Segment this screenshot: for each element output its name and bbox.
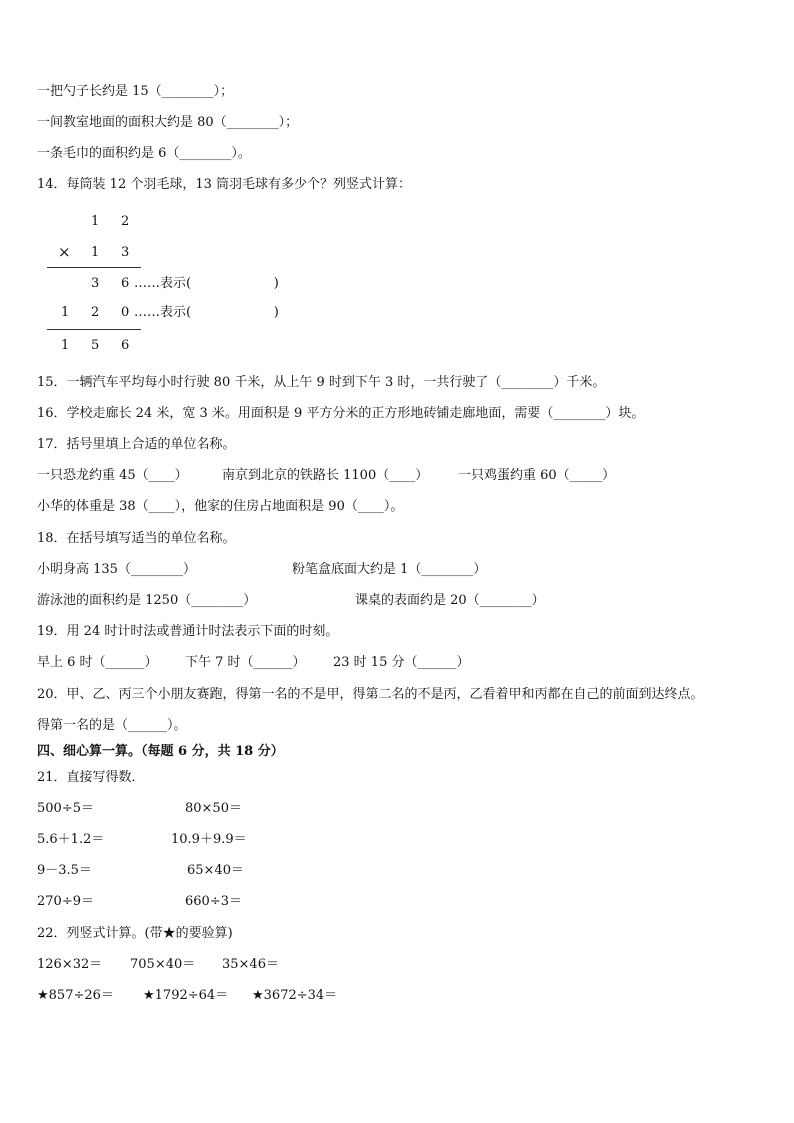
vd-r4-d1: 1 (61, 305, 70, 320)
q22-r2-b: ★1792÷64＝ (143, 988, 229, 1003)
section-4-heading: 四、细心算一算。（每题 6 分，共 18 分） (37, 744, 284, 759)
vd-r1-d1: 1 (91, 214, 100, 229)
q21-r3-a: 9－3.5＝ (37, 863, 92, 878)
q21-r2-a: 5.6＋1.2＝ (37, 832, 105, 847)
q22-r1-c: 35×46＝ (222, 957, 279, 972)
vd-r3-d1: 3 (91, 276, 100, 291)
vd-r5-d3: 6 (121, 338, 130, 353)
q21-r1-a: 500÷5＝ (37, 801, 94, 816)
multiply-sign: × (58, 243, 71, 261)
q18-desk: 课桌的表面约是 20（________） (355, 593, 545, 608)
q17-title: 17．括号里填上合适的单位名称。 (37, 437, 236, 452)
q19-morning: 早上 6 时（______） (37, 655, 158, 670)
q18-title: 18．在括号填写适当的单位名称。 (37, 531, 236, 546)
vd-r2-d2: 3 (121, 245, 130, 260)
q19-night: 23 时 15 分（______） (333, 655, 470, 670)
q17-weight-house: 小华的体重是 38（____），他家的住房占地面积是 90（____）。 (37, 499, 404, 514)
q21-r3-b: 65×40＝ (187, 863, 244, 878)
q13-line-towel: 一条毛巾的面积约是 6（________）。 (37, 146, 251, 161)
vd-r1-d2: 2 (121, 214, 130, 229)
vd-r4-d3: 0 (121, 305, 130, 320)
q21-r1-b: 80×50＝ (185, 801, 242, 816)
vd-r5-d2: 5 (91, 338, 100, 353)
vd-r3-d2: 6 (121, 276, 130, 291)
q18-pool: 游泳池的面积约是 1250（________） (37, 593, 257, 608)
q21-r2-b: 10.9＋9.9＝ (171, 832, 247, 847)
q17-railway: 南京到北京的铁路长 1100（____） (222, 468, 429, 483)
vd-r4-note: ……表示( ) (134, 305, 279, 320)
q20-answer: 得第一名的是（______）。 (37, 718, 187, 733)
q17-dinosaur: 一只恐龙约重 45（____） (37, 468, 188, 483)
q22-r2-c: ★3672÷34＝ (252, 988, 338, 1003)
q21-title: 21．直接写得数． (37, 770, 145, 785)
q21-r4-a: 270÷9＝ (37, 894, 94, 909)
vd-r3-note: ……表示( ) (134, 276, 279, 291)
q20: 20．甲、乙、丙三个小朋友赛跑，得第一名的不是甲，得第二名的不是丙，乙看着甲和丙都在自己的前面到达终点。 (37, 687, 704, 702)
q22-title: 22．列竖式计算。(带★的要验算) (37, 926, 233, 941)
q22-r1-a: 126×32＝ (37, 957, 103, 972)
q22-r2-a: ★857÷26＝ (37, 988, 114, 1003)
q14-title: 14．每筒装 12 个羽毛球，13 筒羽毛球有多少个？列竖式计算： (37, 177, 412, 192)
q18-height: 小明身高 135（________） (37, 562, 196, 577)
vd-r5-d1: 1 (61, 338, 70, 353)
rule-line-2 (47, 329, 141, 330)
vd-r4-d2: 2 (91, 305, 100, 320)
q17-egg: 一只鸡蛋约重 60（_____） (458, 468, 616, 483)
q13-line-classroom: 一间教室地面的面积大约是 80（________）； (37, 115, 299, 130)
q18-chalk-box: 粉笔盒底面大约是 1（________） (292, 562, 487, 577)
q19-title: 19．用 24 时计时法或普通计时法表示下面的时刻。 (37, 624, 339, 639)
q15: 15．一辆汽车平均每小时行驶 80 千米，从上午 9 时到下午 3 时，一共行驶了（________）千米。 (37, 375, 606, 390)
rule-line-1 (47, 267, 141, 268)
q13-line-spoon: 一把勺子长约是 15（________）； (37, 84, 234, 99)
vd-r2-d1: 1 (91, 245, 100, 260)
q19-evening: 下午 7 时（______） (185, 655, 306, 670)
q22-r1-b: 705×40＝ (130, 957, 196, 972)
q21-r4-b: 660÷3＝ (185, 894, 242, 909)
q16: 16．学校走廊长 24 米，宽 3 米。用面积是 9 平方分米的正方形地砖铺走廊地面，需要（________）块。 (37, 406, 645, 421)
